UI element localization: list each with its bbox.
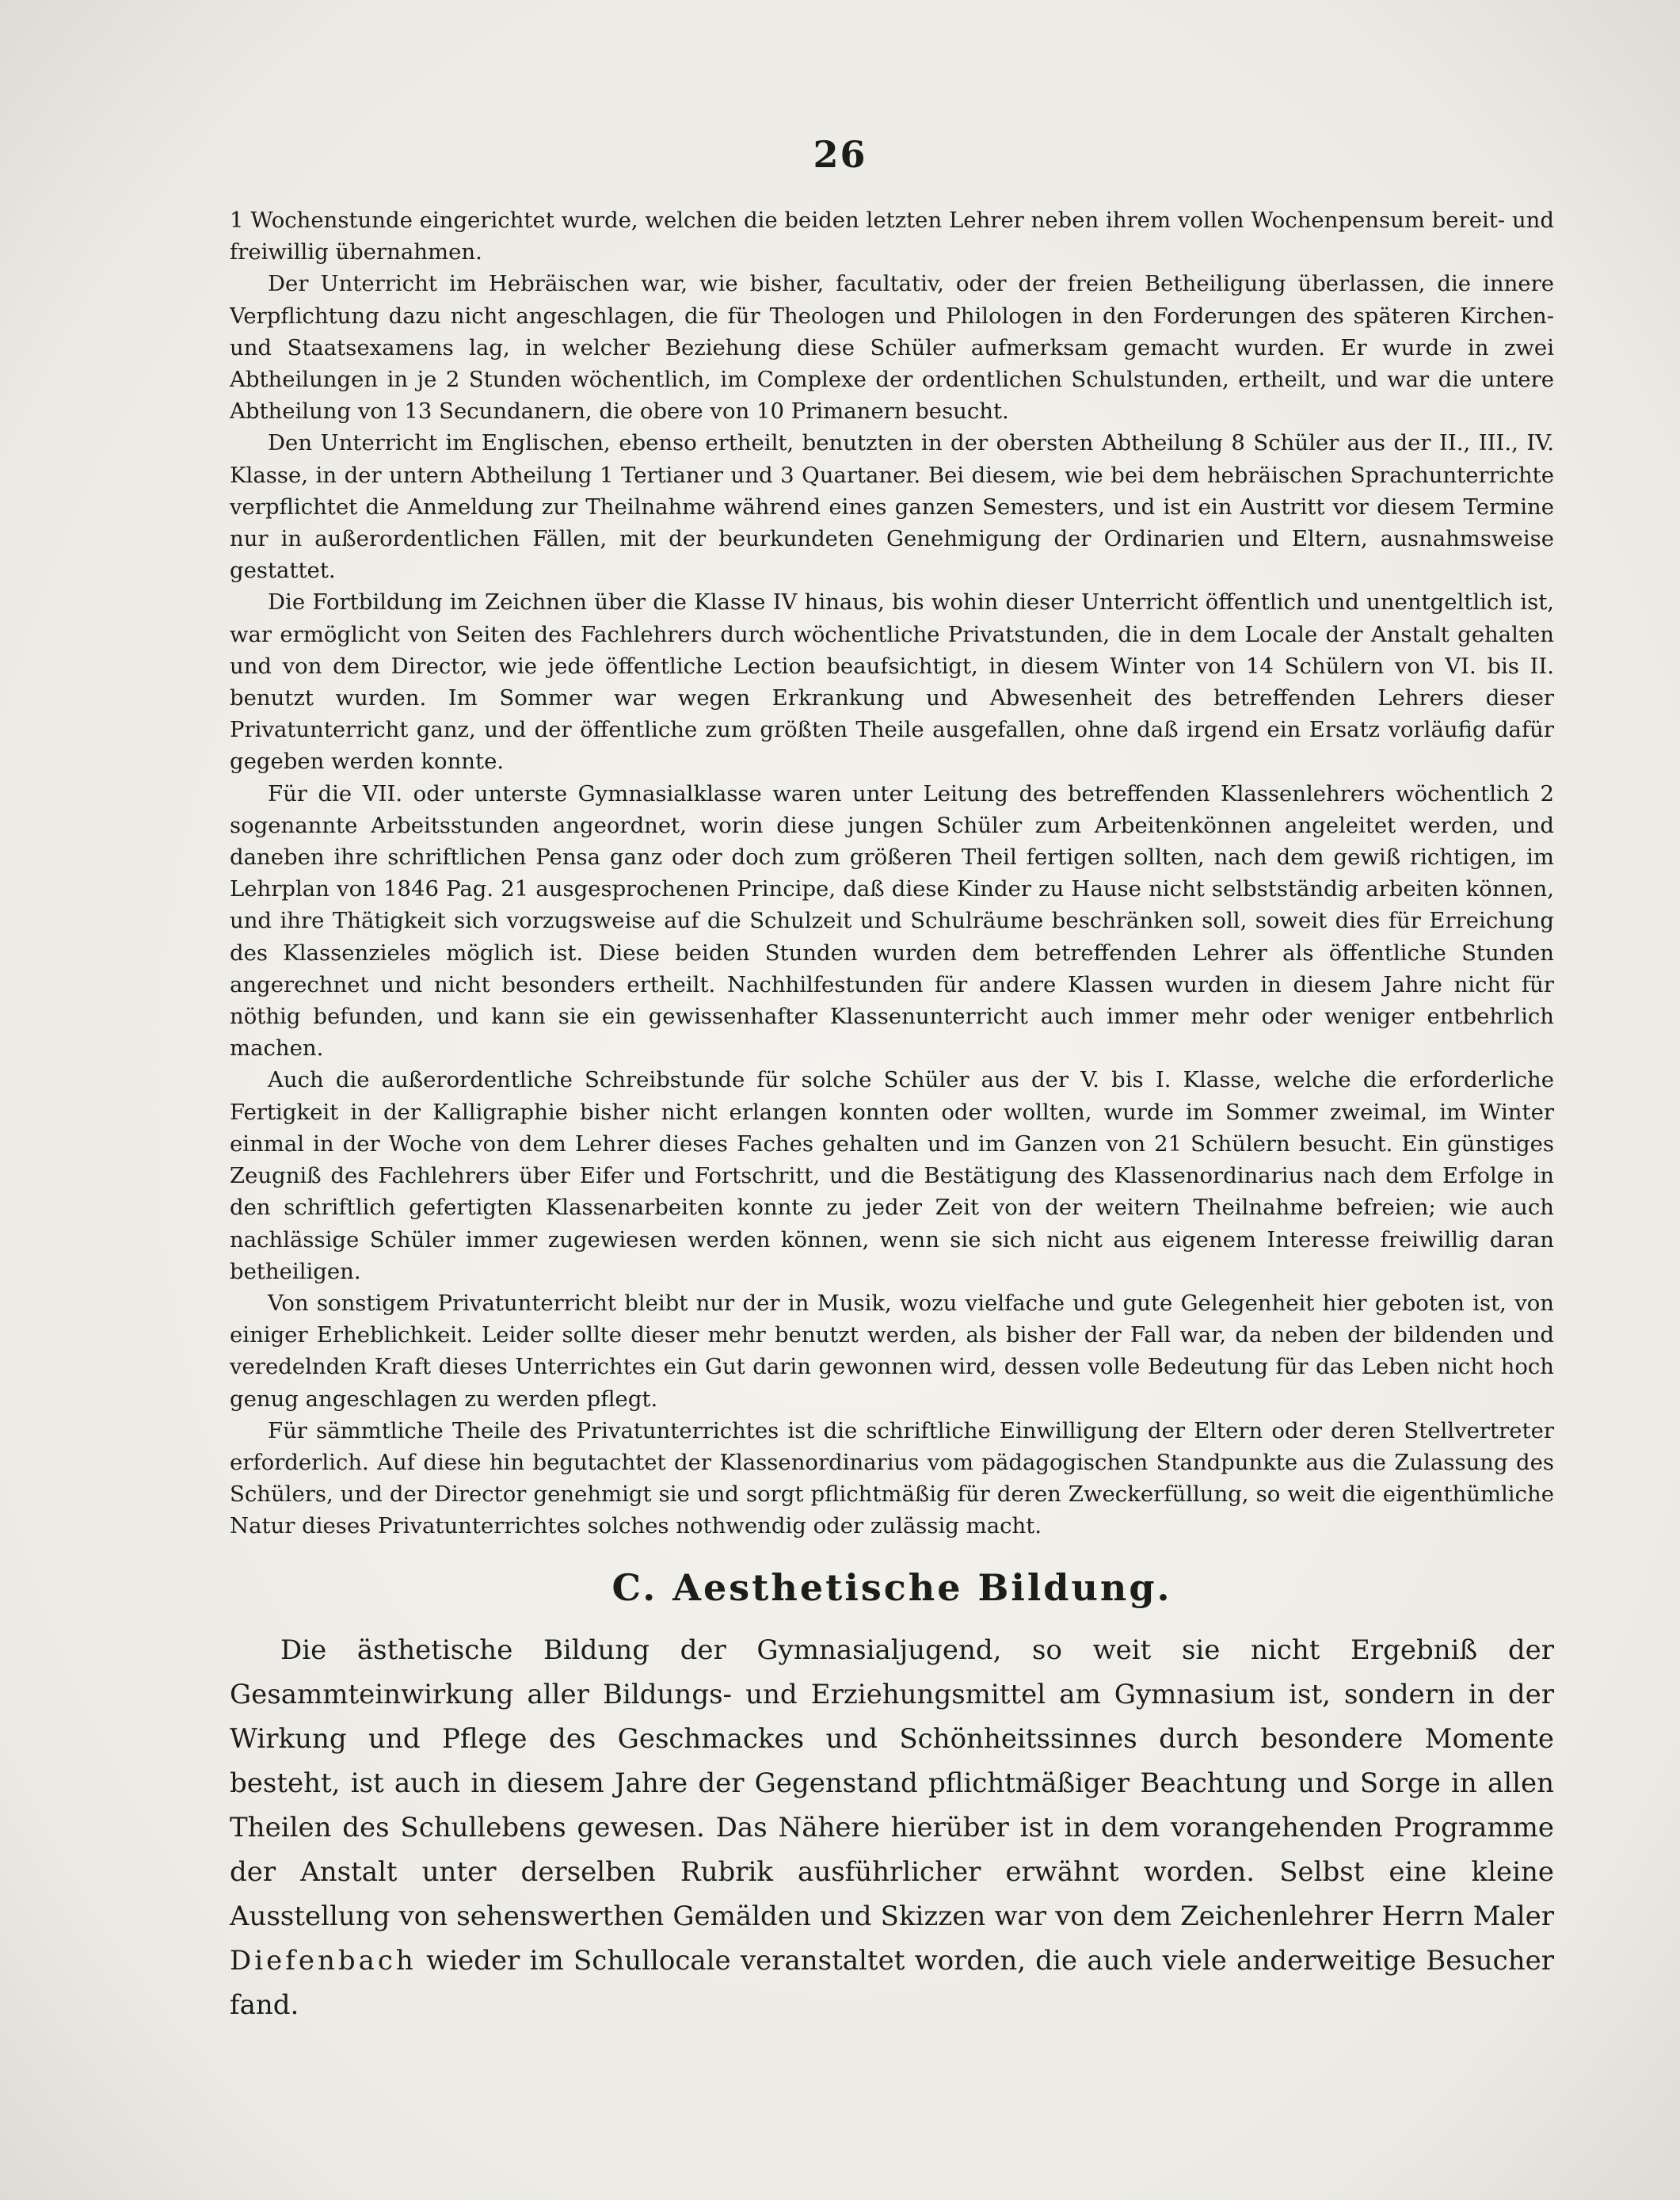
paragraph-continuation: 1 Wochenstunde eingerichtet wurde, welchen die beiden letzten Lehrer neben ihrem vollen Wochenpensum bereit- und freiwillig übernahmen. — [230, 208, 1554, 265]
body-text — [230, 204, 1554, 2027]
page-number: 26 — [813, 133, 867, 176]
aesthetic-text-after: wieder im Schullocale veranstaltet worden, die auch viele anderweitige Besucher fand. — [230, 1944, 1554, 2021]
aesthetic-text-before: Die ästhetische Bildung der Gymnasialjugend, so weit sie nicht Ergebniß der Gesammteinwirkung aller Bildungs- und Erziehungsmittel am Gymnasium ist, sondern in der Wirkung und Pflege des Geschmackes und Schönheitssinnes durch besondere Momente besteht, ist auch in diesem Jahre der Gegenstand pflichtmäßiger Beachtung und Sorge in allen Theilen des Schullebens gewesen. Das Nähere hierüber ist in dem vorangehenden Programme der Anstalt unter derselben Rubrik ausführlicher erwähnt worden. Selbst eine kleine Ausstellung von sehenswerthen Gemälden und Skizzen war von dem Zeichenlehrer Herrn Maler — [230, 1634, 1554, 1932]
paragraph-hebrew: Der Unterricht im Hebräischen war, wie bisher, facultativ, oder der freien Betheiligung überlassen, die innere Verpflichtung dazu nicht angeschlagen, die für Theologen und Philologen in den Forderungen des späteren Kirchen- und Staatsexamens lag, in welcher Beziehung diese Schüler aufmerksam gemacht wurden. Er wurde in zwei Abtheilungen in je 2 Stunden wöchentlich, im Complexe der ordentlichen Schulstunden, ertheilt, und war die untere Abtheilung von 13 Secundanern, die obere von 10 Primanern besucht. — [230, 271, 1554, 425]
paragraph-music: Von sonstigem Privatunterricht bleibt nur der in Musik, wozu vielfache und gute Gelegenheit hier geboten ist, von einiger Erheblichkeit. Leider sollte dieser mehr benutzt werden, als bisher der Fall war, da neben der bildenden und veredelnden Kraft dieses Unterrichtes ein Gut darin gewonnen wird, dessen volle Bedeutung für das Leben nicht hoch genug angeschlagen zu werden pflegt. — [230, 1290, 1554, 1412]
paragraph-writing-hour: Auch die außerordentliche Schreibstunde für solche Schüler aus der V. bis I. Klasse, welche die erforderliche Fertigkeit in der Kalligraphie bisher nicht erlangen konnten oder wollten, wurde im Sommer zweimal, im Winter einmal in der Woche von dem Lehrer dieses Faches gehalten und im Ganzen von 21 Schülern besucht. Ein günstiges Zeugniß des Fachlehrers über Eifer und Fortschritt, und die Bestätigung des Klassenordinarius nach dem Erfolge in den schriftlich gefertigten Klassenarbeiten konnte zu jeder Zeit von der weitern Theilnahme befreien; wie auch nachlässige Schüler immer zugewiesen werden können, wenn sie sich nicht aus eigenem Interesse freiwillig daran betheiligen. — [230, 1067, 1554, 1284]
section-heading: C. Aesthetische Bildung. — [611, 1565, 1172, 1609]
paragraph-work-hours: Für die VII. oder unterste Gymnasialklasse waren unter Leitung des betreffenden Klassenlehrers wöchentlich 2 sogenannte Arbeitsstunden angeordnet, worin diese jungen Schüler zum Arbeitenkönnen angeleitet werden, und daneben ihre schriftlichen Pensa ganz oder doch zum größeren Theil fertigen sollten, nach dem gewiß richtigen, im Lehrplan von 1846 Pag. 21 ausgesprochenen Principe, daß diese Kinder zu Hause nicht selbstständig arbeiten können, und ihre Thätigkeit sich vorzugsweise auf die Schulzeit und Schulräume beschränken soll, soweit dies für Erreichung des Klassenzieles möglich ist. Diese beiden Stunden wurden dem betreffenden Lehrer als öffentliche Stunden angerechnet und nicht besonders ertheilt. Nachhilfestunden für andere Klassen wurden in diesem Jahre nicht für nöthig befunden, und kann sie ein gewissenhafter Klassenunterricht auch immer mehr oder weniger entbehrlich machen. — [230, 780, 1554, 1062]
paragraph-consent: Für sämmtliche Theile des Privatunterrichtes ist die schriftliche Einwilligung der Eltern oder deren Stellvertreter erforderlich. Auf diese hin begutachtet der Klassenordinarius vom pädagogischen Standpunkte aus die Zulassung des Schülers, und der Director genehmigt sie und sorgt pflichtmäßig für deren Zweckerfüllung, so weit die eigenthümliche Natur dieses Privatunterrichtes solches nothwendig oder zulässig macht. — [230, 1417, 1554, 1539]
paragraph-drawing: Die Fortbildung im Zeichnen über die Klasse IV hinaus, bis wohin dieser Unterricht öffentlich und unentgeltlich ist, war ermöglicht von Seiten des Fachlehrers durch wöchentliche Privatstunden, die in dem Locale der Anstalt gehalten und von dem Director, wie jede öffentliche Lection beaufsichtigt, in diesem Winter von 14 Schülern von VI. bis II. benutzt wurden. Im Sommer war wegen Erkrankung und Abwesenheit des betreffenden Lehrers dieser Privatunterricht ganz, und der öffentliche zum größten Theile ausgefallen, ohne daß irgend ein Ersatz vorläufig dafür gegeben werden konnte. — [230, 589, 1554, 775]
painter-name: Diefenbach — [230, 1944, 417, 1977]
paragraph-aesthetic — [230, 1628, 1554, 2027]
paragraph-english: Den Unterricht im Englischen, ebenso ertheilt, benutzten in der obersten Abtheilung 8 Schüler aus der II., III., IV. Klasse, in der untern Abtheilung 1 Tertianer und 3 Quartaner. Bei diesem, wie bei dem hebräischen Sprachunterrichte verpflichtet die Anmeldung zur Theilnahme während eines ganzen Semesters, und ist ein Austritt vor diesem Termine nur in außerordentlichen Fällen, mit der beurkundeten Genehmigung der Ordinarien und Eltern, ausnahmsweise gestattet. — [230, 430, 1554, 584]
